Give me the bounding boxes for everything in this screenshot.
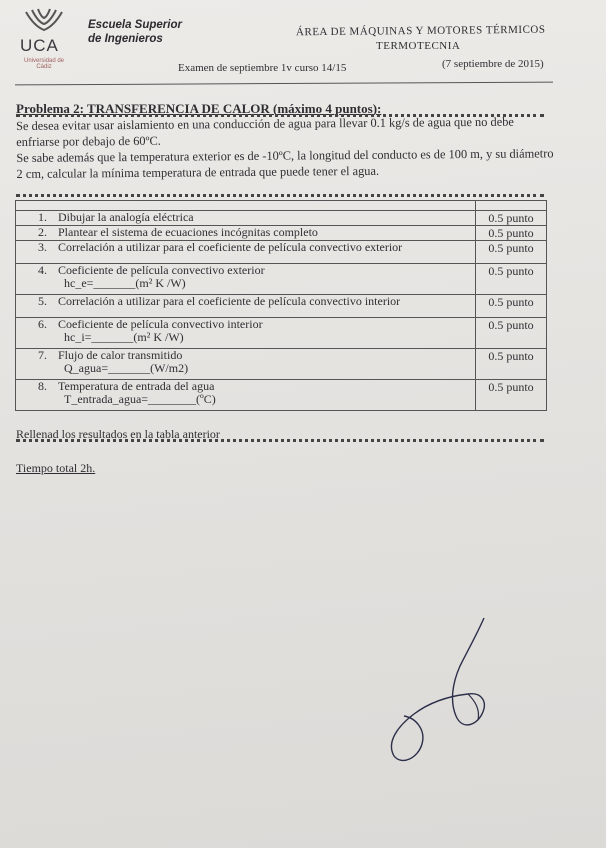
problem-statement (16, 113, 557, 182)
question-cell (16, 211, 476, 226)
department-title: TERMOTECNIA (376, 40, 461, 52)
total-time: Tiempo total 2h. (16, 461, 96, 475)
question-label: Coeficiente de película convectivo interior (58, 317, 263, 331)
points-cell: 0.5 punto (476, 318, 547, 349)
problem-title: Problema 2: TRANSFERENCIA DE CALOR (máximo 4 puntos): (16, 101, 382, 116)
question-number: 5. (38, 294, 47, 308)
table-header-row (16, 201, 547, 211)
question-number: 7. (38, 348, 47, 362)
question-cell (16, 264, 476, 295)
area-title: ÁREA DE MÁQUINAS Y MOTORES TÉRMICOS (295, 23, 546, 39)
question-number: 3. (38, 240, 47, 254)
question-text (20, 241, 471, 254)
answer-field[interactable]: hc_e=_______(m² K /W) (64, 276, 186, 290)
question-number: 2. (38, 225, 47, 239)
university-logo (14, 8, 76, 68)
question-text (20, 226, 471, 239)
points-cell: 0.5 punto (476, 380, 547, 411)
question-label: Temperatura de entrada del agua (58, 379, 215, 393)
dotted-divider (16, 439, 544, 442)
school-line-1: Escuela Superior (88, 19, 182, 31)
handwritten-signature (372, 606, 522, 766)
header-divider (15, 82, 553, 86)
fill-instruction: Rellenad los resultados en la tabla anterior (16, 427, 220, 441)
question-number: 6. (38, 317, 47, 331)
school-line-2: de Ingenieros (88, 33, 163, 45)
points-cell: 0.5 punto (476, 226, 547, 241)
table-row (16, 380, 547, 411)
question-label: Flujo de calor transmitido (58, 348, 183, 362)
question-label: Coeficiente de película convectivo exterior (58, 263, 265, 277)
question-label: Correlación a utilizar para el coeficiente de película convectivo interior (58, 294, 401, 308)
question-text (20, 295, 471, 308)
table-row (16, 241, 547, 264)
table-row (16, 295, 547, 318)
dotted-divider (16, 194, 544, 197)
points-cell: 0.5 punto (476, 211, 547, 226)
question-number: 4. (38, 263, 47, 277)
points-cell: 0.5 punto (476, 264, 547, 295)
points-cell: 0.5 punto (476, 241, 547, 264)
answer-field[interactable]: Q_agua=_______(W/m2) (64, 361, 189, 375)
question-cell (16, 349, 476, 380)
logo-subtitle: Universidad de Cádiz (23, 58, 65, 70)
logo-emblem-icon (24, 8, 64, 38)
questions-table (15, 200, 547, 411)
question-label: Correlación a utilizar para el coeficiente de película convectivo exterior (58, 240, 403, 254)
question-text (20, 211, 471, 224)
question-number: 1. (38, 210, 47, 224)
question-cell (16, 295, 476, 318)
question-label: Plantear el sistema de ecuaciones incógnitas completo (58, 225, 318, 239)
logo-text: UCA (20, 36, 59, 55)
question-cell (16, 380, 476, 411)
table-row (16, 318, 547, 349)
question-cell (16, 241, 476, 264)
exam-date: (7 septiembre de 2015) (442, 58, 544, 70)
question-cell (16, 226, 476, 241)
question-number: 8. (38, 379, 47, 393)
table-row (16, 349, 547, 380)
table-row (16, 226, 547, 241)
exam-title: Examen de septiembre 1v curso 14/15 (178, 62, 347, 74)
points-cell: 0.5 punto (476, 295, 547, 318)
problem-paragraph-2: Se sabe además que la temperatura exterior es de -10ºC, la longitud del conducto es de 100 m, y su diámetro 2 cm, calcular la mínima temperatura de entrada que puede tener el agua. (16, 146, 554, 181)
answer-field[interactable]: T_entrada_agua=________(ºC) (64, 392, 216, 406)
table-row (16, 211, 547, 226)
school-name (88, 18, 182, 46)
answer-field[interactable]: hc_i=_______(m² K /W) (64, 330, 184, 344)
question-cell (16, 318, 476, 349)
table-row (16, 264, 547, 295)
points-cell: 0.5 punto (476, 349, 547, 380)
problem-paragraph-1: Se desea evitar usar aislamiento en una conducción de agua para llevar 0.1 kg/s de agua que no debe enfriarse por debajo de 60ºC. (16, 114, 514, 149)
question-label: Dibujar la analogía eléctrica (58, 210, 194, 224)
